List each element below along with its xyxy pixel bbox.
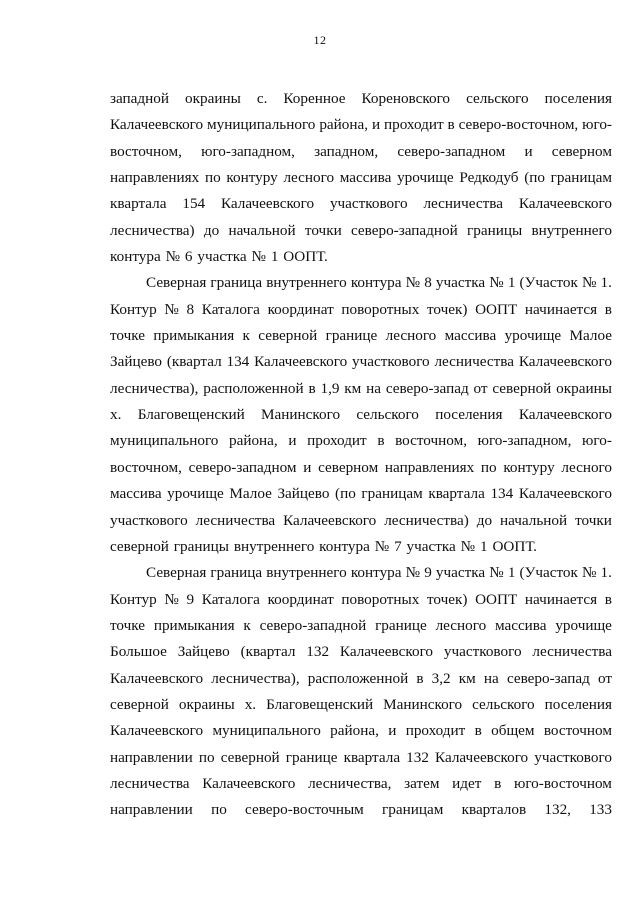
- text-line: [110, 797, 612, 823]
- word: 9: [424, 564, 432, 582]
- text-line: [110, 191, 612, 217]
- word: идет: [452, 774, 482, 792]
- paragraph: [110, 270, 612, 560]
- word: контура: [350, 274, 402, 292]
- word: (по: [524, 169, 545, 187]
- word: и: [524, 142, 533, 160]
- word: Калачеевского: [110, 669, 204, 687]
- word: лесничества,: [308, 774, 392, 792]
- word: границе: [325, 327, 378, 345]
- word: до: [203, 221, 220, 239]
- word: в: [474, 722, 482, 740]
- text-line: [110, 428, 612, 454]
- word: направлении: [110, 748, 193, 766]
- word: №: [581, 564, 597, 582]
- word: 132: [406, 748, 429, 766]
- text-line: [110, 218, 612, 244]
- word: квартала: [343, 748, 401, 766]
- word: урочище: [504, 327, 562, 345]
- word: в: [308, 379, 316, 397]
- word: 7: [394, 537, 402, 555]
- word: северной: [220, 748, 280, 766]
- word: точек): [426, 300, 468, 318]
- word: 1: [507, 274, 516, 292]
- word: северо-западном: [188, 458, 297, 476]
- word: в: [447, 116, 455, 134]
- word: в: [416, 669, 424, 687]
- word: направлениях: [110, 169, 200, 187]
- word: точки: [304, 221, 342, 239]
- word: восточном,: [110, 458, 182, 476]
- word: с.: [256, 90, 268, 107]
- word: северной: [110, 695, 169, 713]
- word: Калачеевского: [518, 353, 612, 371]
- word: №: [489, 274, 504, 292]
- word: урочище: [167, 485, 224, 503]
- word: участкового: [110, 511, 188, 529]
- word: северо-восточным: [245, 801, 364, 819]
- word: Калачеевского: [435, 748, 529, 766]
- word: внутреннего: [266, 564, 347, 582]
- word: лесного: [283, 169, 335, 187]
- word: участка: [435, 274, 486, 292]
- word: расположенной: [307, 669, 409, 687]
- word: внутреннего: [266, 274, 347, 292]
- text-line: [110, 349, 612, 375]
- word: Зайцево: [277, 485, 330, 503]
- word: км: [458, 669, 476, 687]
- word: Контур: [110, 300, 157, 318]
- word: на: [366, 379, 381, 397]
- text-line: [110, 402, 612, 428]
- word: ООПТ: [475, 590, 518, 608]
- text-line: [110, 534, 612, 560]
- paragraph: [110, 560, 612, 823]
- word: и: [303, 458, 312, 476]
- word: юго-западном,: [201, 142, 295, 160]
- word: урочище: [555, 616, 612, 634]
- word: х.: [244, 695, 257, 713]
- word: Коренное: [283, 90, 346, 107]
- word: урочище: [397, 169, 454, 187]
- text-line: [110, 86, 612, 112]
- word: поселения: [544, 695, 612, 713]
- word: №: [374, 537, 390, 555]
- text-line: [110, 508, 612, 534]
- word: лесничества),: [211, 669, 300, 687]
- word: км: [344, 379, 362, 397]
- word: поселения: [544, 90, 612, 107]
- word: северо-запад: [506, 669, 590, 687]
- word: Кореновского: [361, 90, 451, 107]
- word: Северная: [146, 564, 207, 582]
- word: на: [483, 669, 499, 687]
- document-body: [110, 86, 612, 824]
- word: северо-западном: [397, 142, 506, 160]
- word: массива: [110, 485, 162, 503]
- word: внутреннего: [531, 221, 612, 239]
- word: муниципального: [212, 722, 321, 740]
- text-line: [110, 560, 612, 586]
- word: юго-восточном: [513, 774, 612, 792]
- word: №: [165, 248, 181, 266]
- word: северном: [318, 458, 379, 476]
- word: границы: [467, 221, 523, 239]
- word: муниципального: [110, 432, 219, 450]
- word: 132,: [544, 801, 571, 819]
- word: координат: [267, 590, 334, 608]
- word: границы: [173, 537, 229, 555]
- word: участкового: [443, 643, 522, 661]
- word: контура: [350, 564, 402, 582]
- word: Малое: [569, 327, 612, 345]
- word: восточном,: [395, 432, 467, 450]
- word: Калачеевского: [518, 406, 612, 424]
- word: Калачеевского: [220, 195, 315, 213]
- word: Благовещенский: [266, 695, 374, 713]
- word: района,: [229, 432, 278, 450]
- word: 1.: [600, 564, 612, 582]
- word: массива: [494, 616, 547, 634]
- word: окраины: [556, 379, 612, 397]
- word: поворотных: [341, 590, 420, 608]
- word: лесничества: [110, 774, 190, 792]
- word: ООПТ.: [283, 248, 328, 266]
- word: юго-западном,: [477, 432, 572, 450]
- word: затем: [404, 774, 440, 792]
- word: примыкания: [153, 327, 235, 345]
- text-line: [110, 745, 612, 771]
- word: массива: [339, 169, 392, 187]
- word: №: [251, 248, 266, 266]
- word: Контур: [110, 590, 157, 608]
- text-line: [110, 639, 612, 665]
- word: северо-западной: [351, 221, 458, 239]
- word: 8: [424, 274, 432, 292]
- word: Большое: [110, 643, 167, 661]
- text-line: [110, 376, 612, 402]
- word: контура: [110, 248, 161, 266]
- word: №: [164, 590, 179, 608]
- word: и: [288, 432, 297, 450]
- word: внутреннего: [233, 537, 315, 555]
- word: массива: [444, 327, 497, 345]
- word: в: [604, 300, 612, 318]
- word: к: [242, 327, 250, 345]
- word: лесного: [561, 458, 612, 476]
- word: (по: [335, 485, 356, 503]
- word: участка: [435, 564, 486, 582]
- word: граница: [210, 274, 263, 292]
- word: направлениях: [384, 458, 475, 476]
- word: сельского: [472, 695, 535, 713]
- word: к: [243, 616, 251, 634]
- text-line: [110, 165, 612, 191]
- word: границе: [285, 748, 338, 766]
- word: расположенной: [203, 379, 304, 397]
- word: начальной: [500, 511, 568, 529]
- word: окраины: [185, 90, 241, 107]
- word: проходит: [384, 116, 444, 134]
- word: и: [388, 722, 397, 740]
- word: западной: [110, 90, 169, 107]
- word: проходит: [307, 432, 367, 450]
- word: границам: [382, 801, 444, 819]
- word: 133: [589, 801, 612, 819]
- word: восточном,: [110, 142, 182, 160]
- word: участкового: [534, 748, 612, 766]
- word: Калачеевского: [339, 643, 434, 661]
- word: Калачеевского: [518, 195, 612, 213]
- word: по: [480, 458, 497, 476]
- word: контура: [319, 537, 370, 555]
- text-line: [110, 297, 612, 323]
- word: в: [494, 774, 502, 792]
- word: лесничества): [110, 221, 195, 239]
- text-line: [110, 112, 612, 138]
- word: границам: [361, 485, 423, 503]
- word: 132: [306, 643, 330, 661]
- word: Зайцево: [110, 353, 163, 371]
- word: х.: [110, 406, 122, 424]
- word: по: [198, 748, 215, 766]
- word: северо-запад: [385, 379, 469, 397]
- word: лесничества: [195, 511, 276, 529]
- word: западном,: [314, 142, 379, 160]
- word: лесничества),: [110, 379, 199, 397]
- word: №: [460, 537, 476, 555]
- word: проходит: [405, 722, 466, 740]
- word: сельского: [466, 90, 529, 107]
- word: восточном: [543, 722, 612, 740]
- word: поворотных: [341, 300, 420, 318]
- word: по: [204, 169, 221, 187]
- word: точке: [110, 327, 146, 345]
- word: Редкодуб: [459, 169, 519, 187]
- word: Калачеевского: [110, 722, 204, 740]
- text-line: [110, 771, 612, 797]
- word: Калачеевского: [202, 774, 296, 792]
- word: юго-: [582, 432, 612, 450]
- word: (квартал: [240, 643, 296, 661]
- word: контуру: [503, 458, 555, 476]
- word: в: [604, 590, 612, 608]
- page-number: 12: [313, 33, 327, 47]
- word: окраины: [178, 695, 235, 713]
- word: лесничества: [423, 195, 503, 213]
- word: лесничества): [384, 511, 469, 529]
- word: ООПТ: [475, 300, 518, 318]
- word: граница: [210, 564, 263, 582]
- text-line: [110, 481, 612, 507]
- word: района,: [330, 722, 379, 740]
- word: 1: [270, 248, 279, 266]
- text-line: [110, 270, 612, 296]
- word: северной: [258, 327, 318, 345]
- word: 154: [182, 195, 206, 213]
- word: северо-западной: [259, 616, 367, 634]
- word: 1: [480, 537, 488, 555]
- word: до: [476, 511, 493, 529]
- word: точки: [575, 511, 612, 529]
- word: №: [405, 564, 421, 582]
- word: района,: [319, 116, 369, 134]
- word: в: [377, 432, 385, 450]
- text-line: [110, 455, 612, 481]
- word: №: [405, 274, 421, 292]
- word: участкового: [329, 195, 408, 213]
- word: северной: [492, 379, 552, 397]
- text-line: [110, 587, 612, 613]
- word: (квартал: [166, 353, 222, 371]
- word: координат: [267, 300, 334, 318]
- text-line: [110, 666, 612, 692]
- word: направлении: [110, 801, 193, 819]
- word: №: [489, 564, 504, 582]
- word: границе: [375, 616, 427, 634]
- word: муниципального: [207, 116, 316, 134]
- word: начинается: [524, 300, 598, 318]
- word: 3,2: [431, 669, 451, 687]
- paragraph: [110, 86, 612, 270]
- word: и: [371, 116, 381, 134]
- word: 9: [186, 590, 195, 608]
- word: 134: [226, 353, 250, 371]
- word: 1.: [600, 274, 612, 292]
- word: поселения: [435, 406, 503, 424]
- text-line: [110, 139, 612, 165]
- word: №: [164, 300, 179, 318]
- word: контуру: [226, 169, 278, 187]
- word: 8: [186, 300, 195, 318]
- word: юго-: [582, 116, 612, 134]
- word: квартала: [428, 485, 485, 503]
- word: Манинского: [383, 695, 463, 713]
- word: кварталов: [461, 801, 527, 819]
- word: участка: [197, 248, 247, 266]
- word: участка: [406, 537, 456, 555]
- word: Северная: [146, 274, 207, 292]
- word: начальной: [228, 221, 296, 239]
- word: участкового: [351, 353, 430, 371]
- word: Зайцево: [177, 643, 230, 661]
- word: Калачеевского: [110, 116, 204, 134]
- word: Калачеевского: [254, 353, 348, 371]
- word: Малое: [229, 485, 272, 503]
- word: квартала: [110, 195, 167, 213]
- word: общем: [491, 722, 535, 740]
- word: 1,9: [320, 379, 340, 397]
- word: северном: [551, 142, 612, 160]
- word: ООПТ.: [492, 537, 537, 555]
- word: 6: [184, 248, 193, 266]
- word: лесничества: [532, 643, 612, 661]
- word: лесничества: [434, 353, 515, 371]
- word: Каталога: [201, 300, 260, 318]
- word: №: [581, 274, 597, 292]
- word: Калачеевского: [283, 511, 377, 529]
- text-line: [110, 244, 612, 270]
- word: (Участок: [519, 274, 578, 292]
- word: точек): [426, 590, 468, 608]
- word: Калачеевского: [518, 485, 612, 503]
- word: Благовещенский: [137, 406, 245, 424]
- word: лесного: [385, 327, 437, 345]
- text-line: [110, 692, 612, 718]
- word: границам: [550, 169, 612, 187]
- word: от: [597, 669, 612, 687]
- word: примыкания: [153, 616, 235, 634]
- text-line: [110, 613, 612, 639]
- text-line: [110, 718, 612, 744]
- word: (Участок: [519, 564, 578, 582]
- word: лесного: [435, 616, 487, 634]
- word: северной: [110, 537, 169, 555]
- word: северо-восточном,: [458, 116, 579, 134]
- word: 134: [490, 485, 514, 503]
- word: Манинского: [261, 406, 341, 424]
- word: Каталога: [201, 590, 260, 608]
- word: начинается: [524, 590, 598, 608]
- word: сельского: [356, 406, 419, 424]
- word: точке: [110, 616, 146, 634]
- word: по: [211, 801, 227, 819]
- text-line: [110, 323, 612, 349]
- word: 1: [507, 564, 516, 582]
- word: от: [473, 379, 488, 397]
